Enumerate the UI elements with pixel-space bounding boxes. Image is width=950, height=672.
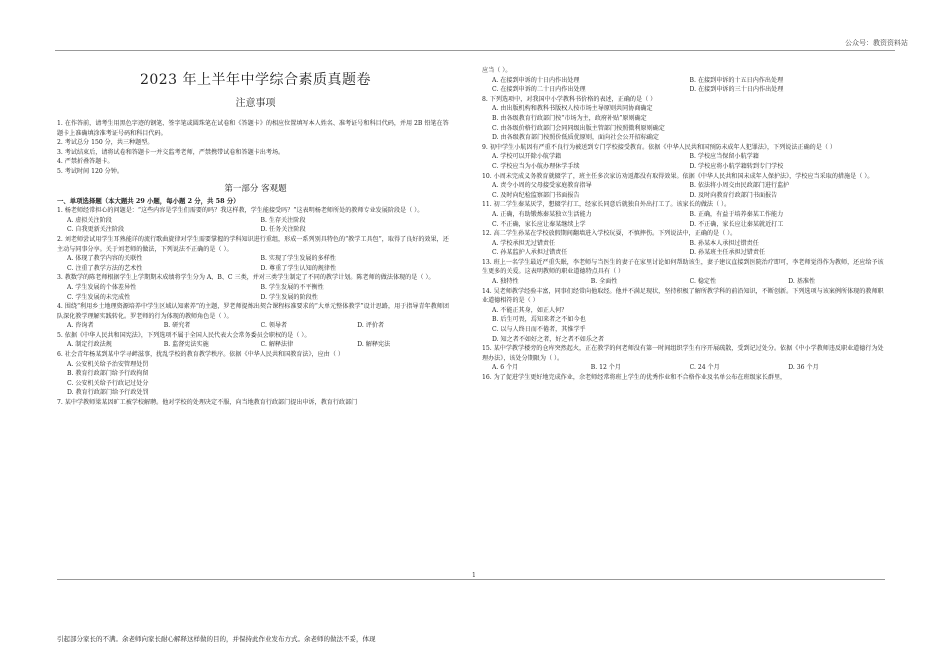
answer-option: A. 制定行政法规 <box>67 341 112 349</box>
answer-option: A. 不能正其身，如正人何？ <box>492 306 568 314</box>
answer-option: C. 学生发展的未完成性 <box>67 293 131 301</box>
notice-item: 5. 考试时间 120 分钟。 <box>57 167 123 175</box>
notice-item: 3. 考试结束后，请将试卷和答题卡一并交监考老师，严禁携带试卷和答题卡出考场。 <box>57 148 285 156</box>
header-source: 公众号：教资资料站 <box>845 39 908 47</box>
answer-option: B. 实现了学生发展的多样性 <box>260 255 336 263</box>
option-list <box>482 277 887 287</box>
answer-option: B. 学校应当保留小航学籍 <box>689 153 759 161</box>
question-stem: 3. 教数学的陈老师根据学生上学期期末成绩将学生分为 A、B、C 三类，并对三类学生制定了不同的教学计划。陈老师的做法体现的是（ ）。 <box>57 274 435 282</box>
answer-option: B. 正确，有益于培养秦某工作能力 <box>689 210 784 218</box>
notice-list <box>57 119 454 177</box>
question <box>57 331 454 350</box>
question <box>482 200 887 229</box>
question <box>482 172 887 201</box>
answer-option: B. 教育行政部门给予行政拘留 <box>67 370 149 378</box>
answer-option: A. 虚拟关注阶段 <box>67 216 112 224</box>
left-column <box>57 66 454 408</box>
question <box>57 273 454 302</box>
answer-option: B. 研究者 <box>163 322 191 330</box>
answer-option: D. 36 个月 <box>788 364 819 372</box>
answer-option: A. 独特性 <box>492 278 519 286</box>
answer-option: A. 由出版机构和教科书版权人按市场主导原则共同协商确定 <box>492 105 653 113</box>
answer-option: B. 全面性 <box>590 278 618 286</box>
answer-option: D. 孙某班主任承担过错责任 <box>689 249 766 257</box>
answer-option: D. 评价者 <box>357 322 385 330</box>
answer-option: B. 监督宪法实施 <box>163 341 209 349</box>
answer-option: C. 24 个月 <box>689 364 720 372</box>
right-column <box>482 66 887 383</box>
question-stem: 1. 杨老师经常担心的问题是：“这些内容是学生们需要的吗？我这样教，学生能接受吗？”这表明杨老师所处的教师专业发展阶段是（ ）。 <box>57 207 424 215</box>
notice-item: 1. 在作答前，请考生用黑色字迹的钢笔、签字笔或圆珠笔在试卷和《答题卡》的相应位置填写本人姓名、准考证号和科目代码，并用 2B 铅笔在答题卡上准确填涂准考证号码和科目代码。 <box>57 120 449 137</box>
answer-option: A. 体现了教学内容的关联性 <box>67 255 143 263</box>
question-list <box>482 66 887 383</box>
answer-option: C. 以与人终日而不倦者，其惟学乎 <box>492 326 586 334</box>
header-divider <box>55 50 895 51</box>
question <box>57 302 454 331</box>
answer-option: C. 领导者 <box>260 322 288 330</box>
answer-option: B. 在接到申诉的十五日内作出处理 <box>689 76 784 84</box>
section-title: 一、单项选择题（本大题共 29 小题，每小题 2 分，共 58 分） <box>57 196 240 205</box>
question-stem: 11. 初二学生秦某厌学，想辍学打工，经家长同意后就独自外出打工了。该家长的做法（ ）。 <box>482 201 731 209</box>
answer-option: B. 后生可畏，焉知来者之不如今也 <box>492 316 586 324</box>
question-stem: 7. 某中学教师梁某因旷工被学校解聘。他对学校的处理决定不服，向当地教育行政部门提出申诉，教育行政部门 <box>57 399 358 407</box>
answer-option: B. 孙某本人承担过错责任 <box>689 239 759 247</box>
answer-option: A. 正确，有助锻炼秦某独立生活能力 <box>492 210 592 218</box>
option-list <box>57 360 454 398</box>
question <box>482 95 887 143</box>
question-list <box>57 206 454 407</box>
continuation-text: 引起部分家长的不满。余老师向家长耐心解释这样做的目的，并保持此作业发布方式。余老师的做法不妥，体现 <box>57 635 376 643</box>
option-list <box>482 239 887 258</box>
question-stem: 6. 社会青年杨某到某中学寻衅滋事，扰乱学校的教育教学秩序。依据《中华人民共和国教育法》，应由（ ） <box>57 351 344 359</box>
question-stem: 15. 某中学教学楼旁的仓库突然起火，正在教学的何老师没有第一时间组织学生有序开展疏散，受到记过处分。依据《中小学教师违反职业道德行为处理办法》，该处分期限为（ ）。 <box>482 345 884 362</box>
option-list <box>57 216 454 235</box>
option-list <box>57 254 454 273</box>
notice-item: 2. 考试总分 150 分，共三种题型。 <box>57 139 154 147</box>
answer-option: B. 学生发展的不平衡性 <box>260 283 324 291</box>
answer-option: D. 学生发展的阶段性 <box>260 293 318 301</box>
answer-option: C. 公安机关给予行政记过处分 <box>67 379 149 387</box>
question-stem: 12. 高二学生孙某在学校放假期间翻墙进入学校玩耍，不慎摔伤。下列说法中，正确的是（ ）。 <box>482 230 737 238</box>
question-stem: 2. 刘老师尝试用学生耳熟能详的流行歌曲旋律对学生需要掌握的学科知识进行重组，形成一系列别具特色的“教学工具包”，取得了良好的效果，还主动与同事分享。关于刘老师的做法，下列说法不正确的是（ ）。 <box>57 235 449 253</box>
question <box>482 143 887 172</box>
question-stem: 10. 小周未完成义务教育就辍学了，班主任多次家访劝返都没有取得效果。依据《中华人民共和国未成年人保护法》，学校应当采取的措施是（ ）。 <box>482 172 874 180</box>
answer-option: C. 解释法律 <box>260 341 294 349</box>
part-title: 第一部分 客观题 <box>224 183 287 194</box>
option-list <box>57 340 454 350</box>
answer-option: A. 责令小周的父母接受家庭教育指导 <box>492 182 592 190</box>
answer-option: D. 学校应将小航学籍转到专门学校 <box>689 162 784 170</box>
notice-title: 注意事项 <box>235 98 276 109</box>
question <box>482 229 887 258</box>
answer-option: D. 解释宪法 <box>357 341 391 349</box>
answer-option: D. 任务关注阶段 <box>260 226 306 234</box>
question-stem: 9. 初中学生小航因有严重不良行为被送到专门学校接受教育。依据《中华人民共和国预防未成年人犯罪法》，下列说法正确的是（ ） <box>482 143 836 151</box>
answer-option: D. 基准性 <box>788 278 816 286</box>
answer-option: C. 稳定性 <box>689 278 717 286</box>
page-number: 1 <box>472 572 476 579</box>
answer-option: A. 学生发展的个体差异性 <box>67 283 137 291</box>
answer-option: A. 咨询者 <box>67 322 94 330</box>
question-stem: 14. 吴老师教学经验丰富，同事们经常向他取经。他并不满足现状，坚持积极了解所教学科的前沿知识，不断创新。下列选项与该案例所体现的教师职业道德相符的是（ ） <box>482 287 884 305</box>
question-stem: 13. 班上一名学生最近严重失眠，李老师与当医生的妻子在家里讨论如何帮助该生，妻子建议直接到医院治疗即可，李老师觉得作为教师，还应给予该生更多的关爱。这表明教师的职业道德特点具有（ ） <box>482 258 884 276</box>
answer-option: C. 在接到申诉的二十日内作出处理 <box>492 86 586 94</box>
option-list <box>482 76 887 95</box>
answer-option: B. 依法将小周交由民政部门进行监护 <box>689 182 790 190</box>
footer-divider <box>57 579 885 580</box>
option-list <box>482 306 887 344</box>
answer-option: D. 及时向教育行政部门书面报告 <box>689 191 778 199</box>
question <box>57 350 454 398</box>
answer-option: C. 不正确，家长应让秦某继续上学 <box>492 220 586 228</box>
option-list <box>482 104 887 142</box>
answer-option: C. 自我更新关注阶段 <box>67 226 125 234</box>
answer-option: B. 生存关注阶段 <box>260 216 306 224</box>
option-list <box>482 363 887 373</box>
answer-option: D. 不正确，家长应让秦某就近打工 <box>689 220 784 228</box>
answer-option: C. 孙某监护人承担过错责任 <box>492 249 568 257</box>
answer-option: D. 尊重了学生认知的规律性 <box>260 264 337 272</box>
answer-option: D. 由各级教育部门按照价低质优原则，面向社会公开招标确定 <box>492 134 659 142</box>
option-list <box>482 181 887 200</box>
question <box>482 66 887 95</box>
answer-option: D. 知之者不如好之者，好之者不如乐之者 <box>492 335 605 343</box>
answer-option: B. 由各级教育行政部门按“市场为主，政府补贴”原则确定 <box>492 114 647 122</box>
answer-option: A. 公安机关给予治安管理处罚 <box>67 360 149 368</box>
question <box>57 235 454 273</box>
question <box>57 398 454 408</box>
answer-option: C. 及时向纪检监察部门书面报告 <box>492 191 580 199</box>
answer-option: A. 学校可以开除小航学籍 <box>492 153 562 161</box>
notice-item: 4. 严禁折叠答题卡。 <box>57 158 114 166</box>
exam-title: 2023 年上半年中学综合素质真题卷 <box>139 72 372 88</box>
question <box>482 258 887 287</box>
question-stem: 8. 下列选项中，对我国中小学教科书价格的表述，正确的是（ ） <box>482 95 657 103</box>
question-stem: 4. 围绕“利用乡土地理资源培养中学生区域认知素养”的主题，罗老师提炼出契合课程标准要求的“大单元整体教学”设计思路，用于指导青年教师团队深化教学理解实践转化。罗老师的行为体现的教师角色是（ ）。 <box>57 303 449 320</box>
answer-option: A. 学校承担无过错责任 <box>492 239 556 247</box>
option-list <box>57 321 454 331</box>
question <box>482 344 887 373</box>
option-list <box>482 210 887 229</box>
answer-option: A. 6 个月 <box>492 364 519 372</box>
question-stem: 5. 依据《中华人民共和国宪法》，下列选项不属于全国人民代表大会常务委员会职权的是（ ）。 <box>57 331 311 339</box>
question <box>482 287 887 345</box>
option-list <box>57 283 454 302</box>
question <box>57 206 454 235</box>
question-stem: 16. 为了促进学生更好地完成作业，余老师经常将班上学生的优秀作业和不合格作业及名单公布在班级家长群里， <box>482 374 787 381</box>
answer-option: C. 注重了教学方法的艺术性 <box>67 264 143 272</box>
answer-option: D. 教育行政部门给予行政处罚 <box>67 389 149 397</box>
answer-option: B. 12 个月 <box>590 364 621 372</box>
answer-option: A. 在接到申诉的十日内作出处理 <box>492 76 580 84</box>
question <box>482 373 887 383</box>
answer-option: C. 学校应当为小航办理休学手续 <box>492 162 580 170</box>
answer-option: C. 由各级价格行政部门会同同级出版主管部门按照微利原则确定 <box>492 124 665 132</box>
option-list <box>482 152 887 171</box>
answer-option: D. 在接到申诉的三十日内作出处理 <box>689 86 784 94</box>
question-stem: 应当（ ）。 <box>482 67 512 74</box>
